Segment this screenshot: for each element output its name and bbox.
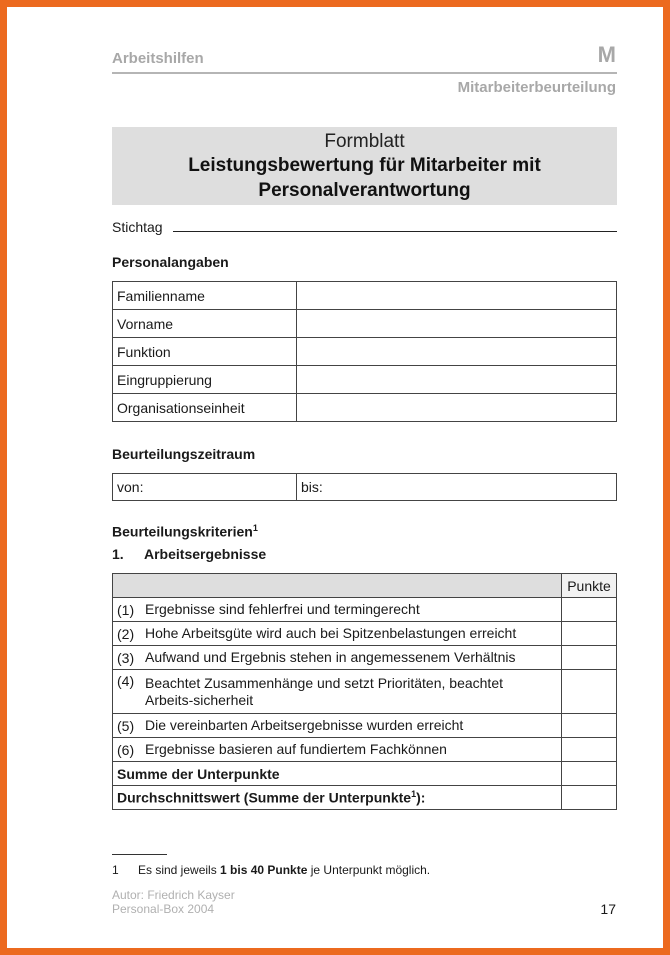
footnote-number: 1	[112, 863, 119, 877]
criterion-text: Beachtet Zusammenhänge und setzt Prioritäten, beachtet Arbeits-sicherheit	[135, 670, 562, 714]
table-row	[113, 394, 617, 422]
table-row	[113, 366, 617, 394]
average-label	[113, 786, 562, 810]
title-box	[112, 127, 617, 205]
table-row	[113, 738, 617, 762]
criterion-number: (1)	[113, 598, 136, 622]
table-row	[113, 338, 617, 366]
period-to-field[interactable]: bis:	[297, 474, 617, 501]
author-publication: Personal-Box 2004	[112, 902, 215, 916]
period-heading: Beurteilungszeitraum	[112, 446, 256, 462]
criteria-heading-text: Beurteilungskriterien	[112, 523, 253, 540]
personal-heading: Personalangaben	[112, 254, 229, 270]
stichtag-input-line[interactable]	[173, 231, 617, 232]
footnote-text-pre: Es sind jeweils	[138, 863, 221, 877]
field-label: Eingruppierung	[113, 366, 297, 394]
footnote-text-bold: 1 bis 40 Punkte	[220, 863, 308, 877]
footnote-text-post: je Unterpunkt möglich.	[307, 863, 431, 877]
table-row	[113, 622, 617, 646]
criterion-points-cell[interactable]	[562, 738, 617, 762]
header-divider	[112, 72, 617, 74]
average-footnote-ref: 1	[411, 789, 417, 800]
criterion-text: Hohe Arbeitsgüte wird auch bei Spitzenbelastungen erreicht	[135, 622, 562, 646]
criterion-points-cell[interactable]	[562, 646, 617, 670]
field-value-vorname[interactable]	[297, 310, 617, 338]
table-row	[113, 714, 617, 738]
field-value-eingruppierung[interactable]	[297, 366, 617, 394]
average-row	[113, 786, 617, 810]
criterion-points-cell[interactable]	[562, 598, 617, 622]
period-from-field[interactable]: von:	[113, 474, 297, 501]
header-section-label: Arbeitshilfen	[112, 50, 204, 67]
title-main-line2: Personalverantwortung	[258, 180, 471, 201]
field-value-organisationseinheit[interactable]	[297, 394, 617, 422]
criterion-text: Ergebnisse basieren auf fundiertem Fachkönnen	[135, 738, 562, 762]
field-value-familienname[interactable]	[297, 282, 617, 310]
criterion-number: (2)	[113, 622, 136, 646]
criteria-header-blank	[113, 574, 562, 598]
criterion-text: Die vereinbarten Arbeitsergebnisse wurden erreicht	[135, 714, 562, 738]
average-label-end: ):	[416, 789, 426, 806]
stichtag-label: Stichtag	[112, 219, 163, 235]
criteria-table	[112, 573, 617, 810]
sum-points-cell[interactable]	[562, 762, 617, 786]
criteria-heading	[112, 523, 258, 540]
author-block	[112, 888, 235, 916]
criterion-points-cell[interactable]	[562, 714, 617, 738]
page-number: 17	[600, 901, 616, 917]
average-label-text: Durchschnittswert (Summe der Unterpunkte	[117, 789, 412, 806]
criterion-number: (4)	[113, 670, 136, 714]
footnote-divider	[112, 854, 167, 855]
personal-table	[112, 281, 617, 422]
criteria-section-title	[112, 546, 266, 562]
criterion-points-cell[interactable]	[562, 670, 617, 714]
criterion-number: (5)	[113, 714, 136, 738]
field-value-funktion[interactable]	[297, 338, 617, 366]
criterion-number: (6)	[113, 738, 136, 762]
header-letter: M	[597, 42, 616, 67]
table-row	[113, 670, 617, 714]
points-column-header: Punkte	[562, 574, 617, 598]
criterion-number: (3)	[113, 646, 136, 670]
criterion-points-cell[interactable]	[562, 622, 617, 646]
field-label: Vorname	[113, 310, 297, 338]
criterion-text: Aufwand und Ergebnis stehen in angemessenem Verhältnis	[135, 646, 562, 670]
table-row	[113, 646, 617, 670]
table-row	[113, 282, 617, 310]
header-subtitle: Mitarbeiterbeurteilung	[457, 79, 616, 96]
period-table	[112, 473, 617, 501]
table-header-row	[113, 574, 617, 598]
criteria-heading-footnote-ref: 1	[252, 523, 258, 533]
field-label: Funktion	[113, 338, 297, 366]
average-points-cell[interactable]	[562, 786, 617, 810]
title-formblatt: Formblatt	[324, 131, 405, 152]
table-row	[113, 598, 617, 622]
footnote	[112, 863, 430, 877]
table-row	[113, 310, 617, 338]
title-main-line1: Leistungsbewertung für Mitarbeiter mit	[188, 155, 541, 176]
author-name: Autor: Friedrich Kayser	[112, 888, 235, 902]
criteria-section-number: 1.	[112, 546, 124, 562]
table-row	[113, 474, 617, 501]
sum-label: Summe der Unterpunkte	[113, 762, 562, 786]
sum-row	[113, 762, 617, 786]
criterion-text: Ergebnisse sind fehlerfrei und termingerecht	[135, 598, 562, 622]
criteria-section-name: Arbeitsergebnisse	[144, 546, 267, 562]
field-label: Organisationseinheit	[113, 394, 297, 422]
field-label: Familienname	[113, 282, 297, 310]
